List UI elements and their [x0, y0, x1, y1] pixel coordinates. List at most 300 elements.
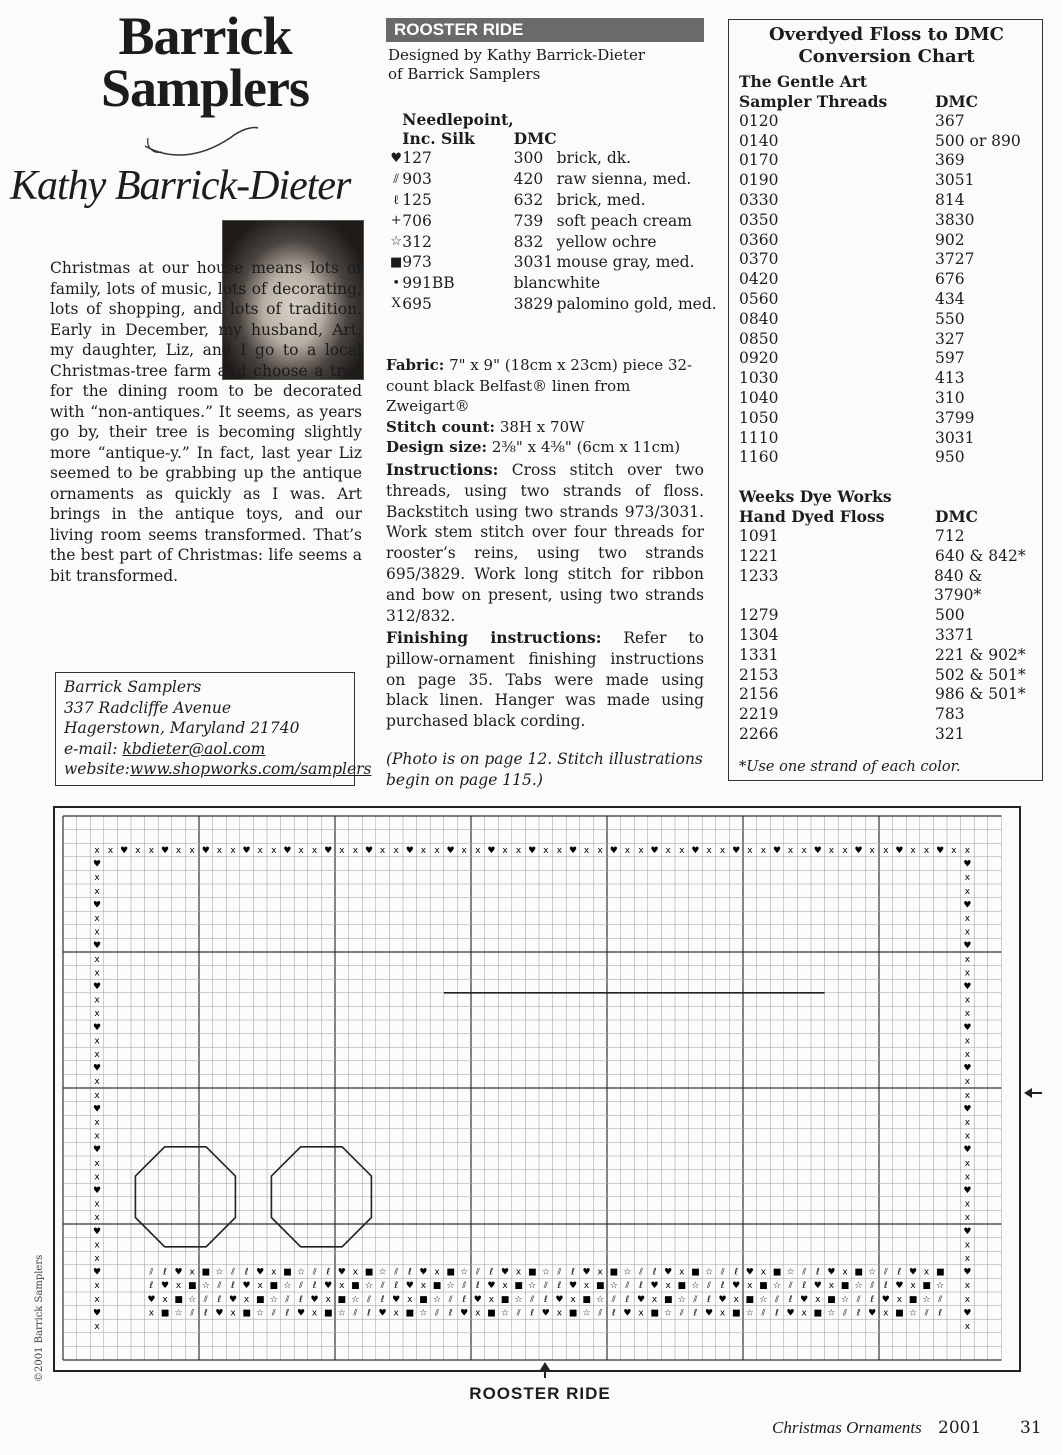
legend-symbol-icon: X — [391, 296, 401, 312]
svg-text:☆: ☆ — [745, 1308, 754, 1319]
svg-text:x: x — [94, 1036, 100, 1047]
gentle-art-row — [739, 250, 1034, 270]
svg-text:x: x — [638, 1308, 644, 1319]
gentle-art-row-code: 0360 — [739, 230, 779, 249]
svg-text:x: x — [94, 1009, 100, 1020]
legend-row — [390, 273, 717, 294]
svg-text:■: ■ — [772, 1267, 782, 1278]
page-number: 31 — [1020, 1418, 1042, 1438]
gentle-art-row-code: 0920 — [739, 349, 779, 368]
gentle-art-row-dmc: 327 — [935, 329, 965, 348]
svg-text:x: x — [94, 1213, 100, 1224]
svg-text:x: x — [339, 846, 345, 856]
svg-text:x: x — [271, 1267, 277, 1278]
svg-text:■: ■ — [500, 1294, 510, 1305]
svg-text:♥: ♥ — [92, 1308, 102, 1319]
svg-text:♥: ♥ — [92, 982, 102, 992]
svg-text:⫽: ⫽ — [312, 1267, 317, 1278]
svg-text:ℓ: ℓ — [231, 1281, 235, 1292]
weeks-row-code: 2219 — [739, 705, 779, 724]
svg-text:⫽: ⫽ — [298, 1281, 304, 1292]
svg-text:x: x — [94, 927, 100, 938]
svg-text:♥: ♥ — [732, 846, 741, 856]
gentle-art-row — [739, 151, 1034, 171]
svg-text:x: x — [815, 1294, 821, 1305]
svg-text:♥: ♥ — [92, 1186, 102, 1196]
weeks-row — [739, 527, 1034, 547]
svg-text:⫽: ⫽ — [462, 1281, 467, 1292]
svg-text:⫽: ⫽ — [557, 1267, 562, 1278]
designer-credit — [388, 46, 708, 84]
svg-text:♥: ♥ — [460, 1308, 469, 1319]
svg-text:♥: ♥ — [160, 1281, 170, 1292]
address-city: Hagerstown, Maryland 21740 — [64, 719, 300, 737]
gentle-art-header-row — [739, 92, 1034, 112]
svg-text:⫽: ⫽ — [625, 1281, 630, 1292]
svg-text:♥: ♥ — [160, 846, 170, 856]
weeks-row — [739, 725, 1034, 745]
weeks-row-dmc: 3371 — [935, 625, 975, 644]
gentle-art-row — [739, 191, 1034, 211]
weeks-row-dmc: 783 — [935, 705, 965, 724]
svg-text:ℓ: ℓ — [897, 1267, 902, 1278]
svg-text:☆: ☆ — [174, 1308, 183, 1319]
svg-text:ℓ: ℓ — [299, 1294, 303, 1305]
svg-text:■: ■ — [731, 1308, 741, 1319]
legend-symbol-icon: ⫽ — [393, 171, 400, 187]
svg-text:♥: ♥ — [623, 1308, 632, 1319]
svg-text:☆: ☆ — [446, 1281, 455, 1292]
svg-text:♥: ♥ — [92, 1022, 102, 1033]
svg-text:x: x — [583, 846, 590, 856]
gentle-art-row — [739, 349, 1034, 369]
svg-text:■: ■ — [419, 1294, 428, 1305]
svg-text:x: x — [828, 1281, 835, 1292]
svg-text:x: x — [94, 1050, 100, 1060]
svg-text:♥: ♥ — [813, 846, 822, 856]
svg-text:x: x — [951, 846, 957, 856]
svg-text:♥: ♥ — [92, 1226, 102, 1237]
svg-text:♥: ♥ — [405, 846, 414, 856]
weeks-row-dmc: 221 & 902* — [935, 645, 1026, 664]
gentle-art-row — [739, 231, 1034, 251]
svg-text:x: x — [94, 1240, 100, 1251]
svg-text:♥: ♥ — [745, 1267, 754, 1278]
color-key-table — [390, 110, 717, 314]
svg-text:x: x — [964, 1294, 971, 1305]
svg-text:♥: ♥ — [92, 1104, 102, 1115]
weeks-row-dmc: 840 & 3790* — [934, 566, 983, 605]
svg-text:☆: ☆ — [922, 1294, 931, 1305]
address-email-line — [64, 739, 346, 760]
svg-text:x: x — [135, 846, 141, 856]
svg-text:☆: ☆ — [364, 1281, 374, 1292]
svg-text:⫽: ⫽ — [856, 1294, 861, 1305]
svg-text:x: x — [271, 846, 277, 856]
legend-symbol-icon: ☆ — [390, 234, 402, 250]
svg-text:x: x — [515, 846, 522, 856]
legend-row — [390, 231, 717, 252]
svg-text:⫽: ⫽ — [516, 1308, 521, 1319]
weeks-row-dmc: 986 & 501* — [935, 685, 1026, 704]
brand-title-line1: Barrick — [118, 6, 292, 66]
legend-dmc: 632 — [513, 190, 544, 209]
svg-text:ℓ: ℓ — [557, 1281, 562, 1292]
svg-text:♥: ♥ — [555, 1294, 564, 1305]
svg-text:♥: ♥ — [963, 941, 972, 952]
svg-text:x: x — [243, 1294, 250, 1305]
svg-text:♥: ♥ — [405, 1281, 414, 1292]
svg-text:x: x — [502, 846, 508, 856]
svg-text:x: x — [352, 1267, 359, 1278]
legend-silk: 695 — [402, 294, 432, 313]
gentle-art-row — [739, 448, 1034, 468]
svg-text:x: x — [94, 914, 100, 924]
svg-text:x: x — [311, 846, 318, 856]
svg-text:■: ■ — [255, 1294, 265, 1305]
legend-silk: 903 — [402, 170, 432, 189]
designer-signature: Kathy Barrick-Dieter — [10, 163, 351, 209]
gentle-art-dmc-header: DMC — [935, 92, 978, 111]
weeks-rows — [739, 527, 1034, 745]
legend-color-name: brick, med. — [556, 190, 646, 209]
svg-text:♥: ♥ — [609, 846, 618, 856]
svg-text:x: x — [94, 995, 100, 1006]
legend-row — [390, 190, 717, 211]
stitch-chart — [53, 806, 1021, 1372]
svg-text:♥: ♥ — [908, 1267, 918, 1278]
brand-title — [60, 6, 350, 118]
svg-text:■: ■ — [745, 1294, 755, 1305]
svg-text:⫽: ⫽ — [190, 1308, 195, 1319]
svg-text:♥: ♥ — [378, 1308, 387, 1319]
svg-text:⫽: ⫽ — [448, 1294, 453, 1305]
svg-text:x: x — [515, 1267, 522, 1278]
svg-text:♥: ♥ — [854, 846, 863, 856]
svg-text:ℓ: ℓ — [870, 1294, 875, 1305]
gentle-art-row — [739, 369, 1034, 389]
weeks-header1: Weeks Dye Works — [739, 487, 892, 507]
svg-text:♥: ♥ — [296, 1308, 306, 1319]
stitch-count-line — [386, 417, 704, 438]
svg-text:x: x — [189, 1267, 195, 1278]
gentle-art-row-code: 0170 — [739, 151, 779, 170]
weeks-row — [739, 646, 1034, 666]
svg-text:x: x — [964, 1131, 971, 1142]
address-website-line — [64, 759, 372, 780]
gentle-art-row-dmc: 369 — [935, 151, 965, 170]
svg-text:x: x — [475, 846, 481, 856]
svg-text:♥: ♥ — [528, 846, 537, 856]
svg-text:⫽: ⫽ — [883, 1267, 888, 1278]
svg-text:x: x — [964, 968, 971, 979]
svg-text:⫽: ⫽ — [394, 1267, 399, 1278]
svg-text:♥: ♥ — [242, 846, 251, 856]
gentle-art-row-code: 1030 — [739, 369, 779, 388]
photo-note: (Photo is on page 12. Stitch illustrations begin on page 115.) — [386, 750, 703, 789]
svg-text:x: x — [94, 1294, 100, 1305]
weeks-row-code: 1091 — [739, 526, 779, 545]
svg-text:⫽: ⫽ — [761, 1308, 766, 1319]
svg-text:x: x — [216, 846, 223, 856]
svg-text:☆: ☆ — [609, 1281, 618, 1292]
svg-text:x: x — [162, 1294, 168, 1305]
svg-text:ℓ: ℓ — [652, 1267, 657, 1278]
svg-text:☆: ☆ — [854, 1281, 863, 1292]
legend-color-name: brick, dk. — [556, 149, 632, 168]
svg-text:x: x — [94, 1172, 100, 1183]
weeks-row-code: 2156 — [739, 685, 779, 704]
svg-text:♥: ♥ — [487, 846, 496, 856]
legend-silk: 312 — [402, 232, 432, 251]
svg-text:ℓ: ℓ — [203, 1308, 208, 1319]
svg-text:☆: ☆ — [582, 1308, 591, 1319]
gentle-art-header2: Sampler Threads — [739, 92, 888, 111]
finishing-label: Finishing instructions: — [386, 628, 602, 647]
website-link[interactable]: www.shopworks.com/samplers — [129, 760, 372, 778]
gentle-art-row-code: 0190 — [739, 171, 779, 190]
fabric-value: 7" x 9" (18cm x 23cm) piece 32-count black Belfast® linen from Zweigart® — [386, 356, 693, 415]
svg-text:ℓ: ℓ — [639, 1281, 643, 1292]
svg-text:☆: ☆ — [704, 1267, 714, 1278]
gentle-art-row — [739, 132, 1034, 152]
svg-text:x: x — [434, 846, 440, 856]
gentle-art-row-code: 0120 — [739, 111, 779, 130]
svg-text:☆: ☆ — [596, 1294, 605, 1305]
designed-of: of Barrick Samplers — [388, 65, 541, 83]
svg-text:■: ■ — [582, 1294, 591, 1305]
svg-text:ℓ: ℓ — [693, 1308, 698, 1319]
svg-text:ℓ: ℓ — [326, 1267, 331, 1278]
svg-text:■: ■ — [663, 1294, 673, 1305]
svg-text:x: x — [502, 1281, 508, 1292]
svg-text:x: x — [352, 846, 359, 856]
svg-text:x: x — [543, 846, 549, 856]
center-arrow-bottom-icon — [538, 1362, 552, 1378]
svg-text:♥: ♥ — [636, 1294, 646, 1305]
svg-text:☆: ☆ — [201, 1281, 210, 1292]
legend-header-silk: Needlepoint, Inc. Silk — [402, 110, 514, 148]
conversion-title-line1: Overdyed Floss to DMC — [768, 24, 1005, 45]
svg-text:x: x — [107, 846, 114, 856]
svg-text:x: x — [747, 846, 753, 856]
svg-text:x: x — [94, 1254, 100, 1264]
legend-header-dmc: DMC — [513, 129, 557, 148]
svg-text:♥: ♥ — [310, 1294, 319, 1305]
svg-text:♥: ♥ — [732, 1281, 741, 1292]
svg-text:☆: ☆ — [256, 1308, 265, 1319]
svg-text:⫽: ⫽ — [543, 1281, 548, 1292]
svg-text:x: x — [719, 846, 726, 856]
svg-text:ℓ: ℓ — [625, 1294, 630, 1305]
svg-text:x: x — [869, 846, 875, 856]
svg-text:■: ■ — [514, 1281, 523, 1292]
svg-text:♥: ♥ — [392, 1294, 401, 1305]
gentle-art-row — [739, 310, 1034, 330]
svg-text:■: ■ — [269, 1281, 279, 1292]
svg-text:ℓ: ℓ — [380, 1294, 385, 1305]
stitch-count-label: Stitch count: — [386, 417, 496, 436]
chart-copyright: ©2001 Barrick Samplers — [34, 1254, 45, 1382]
svg-text:x: x — [393, 1308, 399, 1319]
gentle-art-row-code: 0330 — [739, 190, 779, 209]
svg-text:■: ■ — [201, 1267, 211, 1278]
svg-text:♥: ♥ — [487, 1281, 496, 1292]
svg-text:■: ■ — [174, 1294, 183, 1305]
svg-text:☆: ☆ — [772, 1281, 782, 1292]
svg-text:x: x — [828, 846, 835, 856]
gentle-art-row-code: 0140 — [739, 131, 779, 150]
svg-text:☆: ☆ — [283, 1281, 292, 1292]
legend-row — [390, 252, 717, 273]
svg-text:♥: ♥ — [800, 1294, 809, 1305]
svg-text:x: x — [747, 1281, 753, 1292]
svg-text:x: x — [964, 1240, 971, 1251]
svg-text:⫽: ⫽ — [217, 1281, 222, 1292]
svg-text:x: x — [964, 1322, 971, 1332]
gentle-art-row-dmc: 550 — [935, 309, 965, 328]
finishing-instructions — [386, 628, 704, 732]
conversion-chart — [728, 19, 1043, 781]
svg-text:ℓ: ℓ — [883, 1281, 888, 1292]
svg-text:x: x — [964, 954, 971, 965]
svg-text:♥: ♥ — [419, 1267, 428, 1278]
svg-text:ℓ: ℓ — [530, 1308, 535, 1319]
svg-text:♥: ♥ — [120, 846, 129, 856]
svg-text:x: x — [556, 1308, 563, 1319]
weeks-row — [739, 567, 1034, 607]
svg-text:ℓ: ℓ — [720, 1281, 725, 1292]
svg-text:☆: ☆ — [868, 1267, 877, 1278]
svg-text:x: x — [719, 1308, 726, 1319]
svg-text:x: x — [964, 886, 971, 897]
svg-text:x: x — [475, 1308, 481, 1319]
legend-symbol-icon: ♥ — [390, 150, 402, 166]
svg-text:x: x — [964, 1199, 971, 1210]
website-label: website: — [64, 760, 130, 778]
legend-silk: 973 — [402, 253, 432, 272]
gentle-art-row-code: 0840 — [739, 309, 779, 328]
svg-text:♥: ♥ — [704, 1308, 714, 1319]
instructions-text: Cross stitch over two threads, using two strands of floss. Backstitch using two strands 973/3031. Work stem stitch over four threads for rooster’s reins, using two strands 695/3829. Work long stitch for ribbon and bow on present, using two strands 312/832. — [386, 461, 704, 625]
svg-text:♥: ♥ — [786, 1308, 795, 1319]
svg-text:ℓ: ℓ — [312, 1281, 317, 1292]
svg-text:♥: ♥ — [500, 1267, 510, 1278]
svg-text:ℓ: ℓ — [244, 1267, 249, 1278]
svg-text:x: x — [257, 846, 263, 856]
svg-text:ℓ: ℓ — [475, 1281, 480, 1292]
svg-text:■: ■ — [242, 1308, 251, 1319]
legend-row — [390, 210, 717, 231]
svg-text:⫽: ⫽ — [366, 1294, 372, 1305]
svg-text:x: x — [175, 846, 182, 856]
svg-text:♥: ♥ — [813, 1281, 822, 1292]
svg-text:☆: ☆ — [351, 1294, 360, 1305]
svg-text:☆: ☆ — [541, 1267, 550, 1278]
svg-text:x: x — [964, 1090, 971, 1101]
svg-text:♥: ♥ — [568, 1281, 578, 1292]
svg-text:■: ■ — [160, 1308, 170, 1319]
svg-text:■: ■ — [650, 1308, 659, 1319]
flourish-ornament — [140, 118, 260, 158]
svg-text:x: x — [964, 1009, 971, 1020]
svg-text:x: x — [420, 846, 427, 856]
gentle-art-header1: The Gentle Art — [739, 72, 868, 91]
svg-text:x: x — [94, 1199, 100, 1210]
svg-text:♥: ♥ — [92, 941, 102, 952]
project-specs — [386, 355, 704, 458]
legend-color-name: soft peach cream — [556, 211, 692, 230]
weeks-row — [739, 606, 1034, 626]
legend-dmc: blanc — [513, 274, 557, 293]
svg-text:⫽: ⫽ — [706, 1281, 712, 1292]
weeks-row-dmc: 502 & 501* — [935, 665, 1026, 684]
gentle-art-row-dmc: 902 — [935, 230, 965, 249]
svg-text:x: x — [94, 968, 100, 979]
svg-text:■: ■ — [609, 1267, 619, 1278]
svg-text:ℓ: ℓ — [462, 1294, 467, 1305]
svg-text:x: x — [665, 846, 671, 856]
svg-text:☆: ☆ — [500, 1308, 510, 1319]
svg-text:⫽: ⫽ — [271, 1308, 276, 1319]
gentle-art-row-dmc: 597 — [935, 349, 965, 368]
svg-text:■: ■ — [827, 1294, 836, 1305]
weeks-row-code: 1279 — [739, 606, 779, 625]
svg-text:♥: ♥ — [963, 982, 972, 992]
legend-dmc: 832 — [513, 232, 544, 251]
weeks-row-code: 1304 — [739, 625, 779, 644]
svg-text:☆: ☆ — [786, 1267, 795, 1278]
svg-text:♥: ♥ — [324, 846, 333, 856]
svg-text:♥: ♥ — [650, 1281, 659, 1292]
svg-text:ℓ: ℓ — [149, 1281, 154, 1292]
svg-text:♥: ♥ — [215, 1308, 224, 1319]
svg-text:♥: ♥ — [473, 1294, 482, 1305]
svg-text:⫽: ⫽ — [924, 1308, 929, 1319]
weeks-row-dmc: 321 — [935, 724, 965, 743]
svg-text:☆: ☆ — [759, 1294, 768, 1305]
svg-text:♥: ♥ — [963, 1308, 972, 1319]
svg-text:⫽: ⫽ — [434, 1308, 440, 1319]
svg-text:x: x — [94, 873, 100, 884]
svg-text:♥: ♥ — [582, 1267, 591, 1278]
svg-text:♥: ♥ — [963, 1063, 972, 1074]
svg-text:x: x — [420, 1281, 427, 1292]
svg-text:☆: ☆ — [936, 1281, 945, 1292]
svg-text:x: x — [665, 1281, 671, 1292]
svg-text:x: x — [910, 1281, 916, 1292]
svg-text:☆: ☆ — [215, 1267, 224, 1278]
svg-text:⫽: ⫽ — [353, 1308, 358, 1319]
svg-text:⫽: ⫽ — [842, 1308, 848, 1319]
gentle-art-row — [739, 389, 1034, 409]
email-link[interactable]: kbdieter@aol.com — [122, 739, 266, 758]
svg-text:ℓ: ℓ — [856, 1308, 861, 1319]
svg-text:■: ■ — [487, 1308, 496, 1319]
gentle-art-row — [739, 211, 1034, 231]
svg-text:☆: ☆ — [677, 1294, 686, 1305]
svg-text:ℓ: ℓ — [543, 1294, 548, 1305]
svg-text:x: x — [842, 1267, 848, 1278]
svg-text:x: x — [148, 1308, 155, 1319]
svg-text:■: ■ — [922, 1281, 931, 1292]
svg-text:x: x — [760, 1267, 767, 1278]
weeks-header-row — [739, 507, 1034, 527]
weeks-row-code: 2266 — [739, 724, 779, 743]
svg-text:x: x — [787, 846, 794, 856]
svg-text:x: x — [883, 846, 889, 856]
svg-text:⫽: ⫽ — [598, 1308, 603, 1319]
